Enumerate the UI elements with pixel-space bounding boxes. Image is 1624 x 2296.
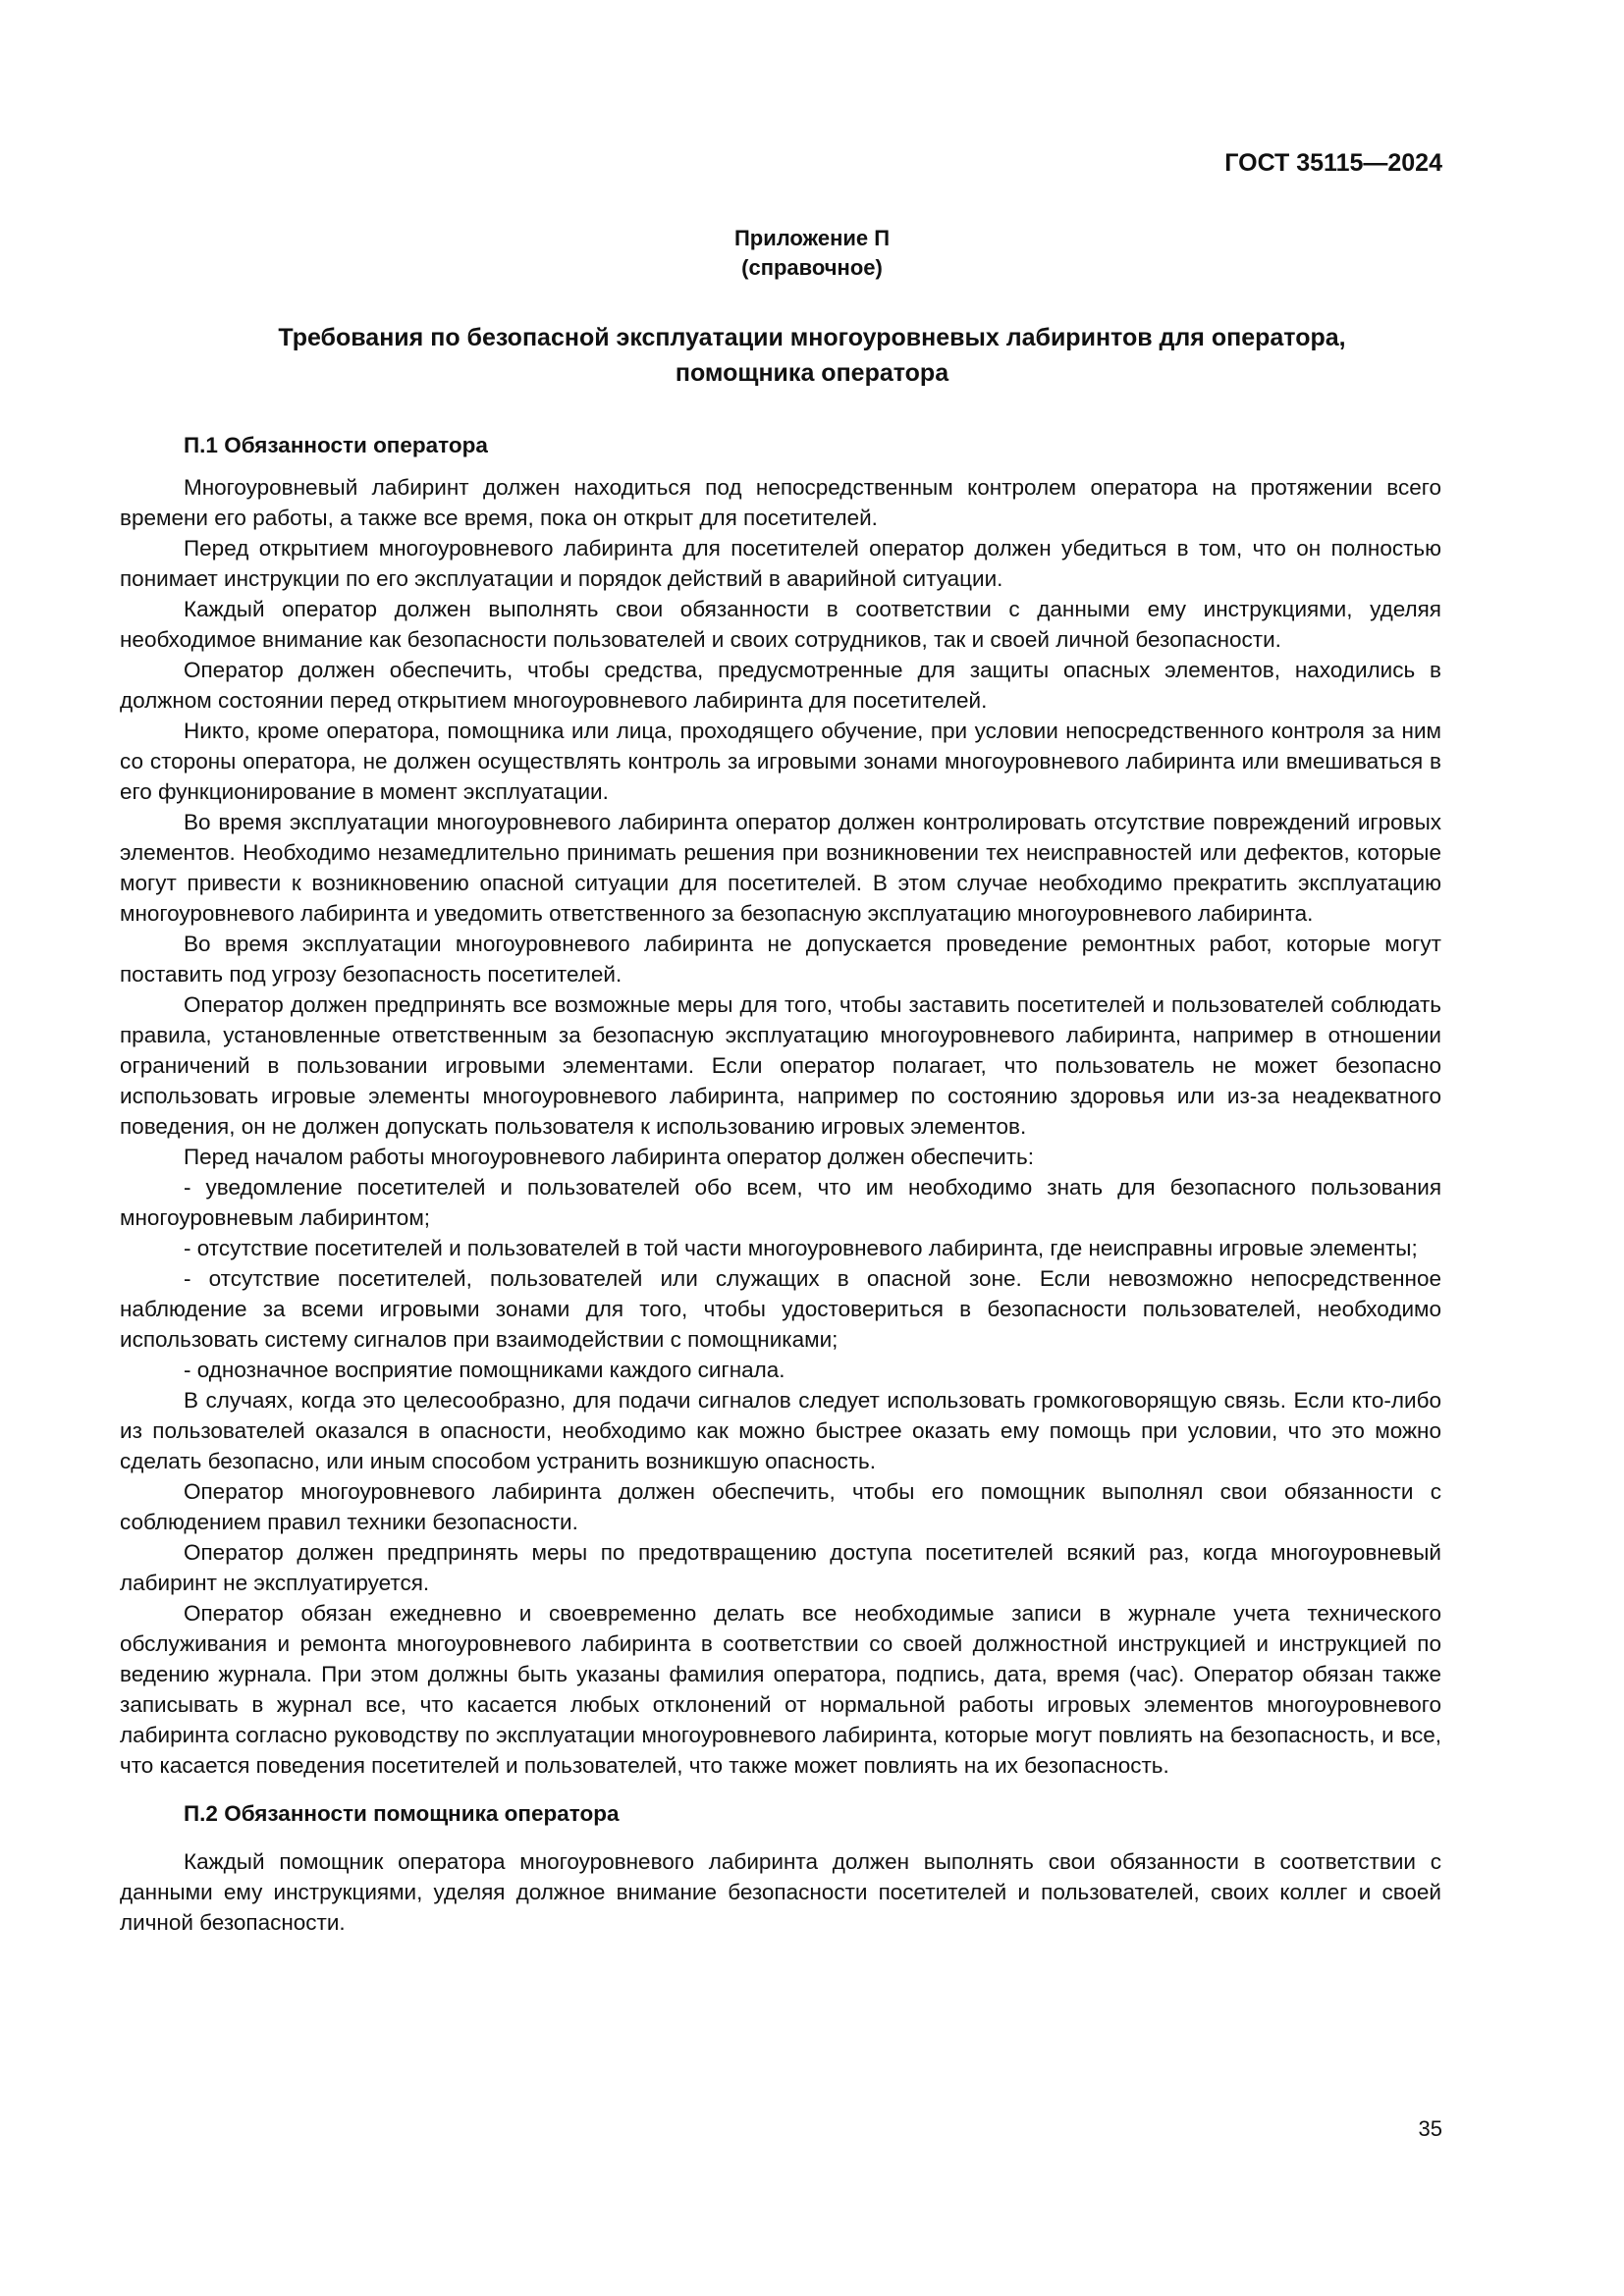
paragraph: Каждый оператор должен выполнять свои обязанности в соответствии с данными ему инструкциями, уделяя необходимое внимание как безопасности пользователей и своих сотрудников, так и своей личной безопасности. [120,597,1441,652]
annex-title-line-1: Требования по безопасной эксплуатации многоуровневых лабиринтов для оператора, [278,324,1346,351]
list-item: - отсутствие посетителей и пользователей в той части многоуровневого лабиринта, где неисправны игровые элементы; [184,1236,1418,1260]
paragraph: Никто, кроме оператора, помощника или лица, проходящего обучение, при условии непосредственного контроля за ним со стороны оператора, не должен осуществлять контроль за игровыми зонами многоуровневого лабиринта или вмешиваться в его функционирование в момент эксплуатации. [120,719,1441,804]
list-item: - отсутствие посетителей, пользователей или служащих в опасной зоне. Если невозможно непосредственное наблюдение за всеми игровыми зонами для того, чтобы удостовериться в безопасности пользователей, необходимо использовать систему сигналов при взаимодействии с помощниками; [120,1266,1441,1352]
list-item: - однозначное восприятие помощниками каждого сигнала. [184,1358,785,1382]
section-heading-p2: П.2 Обязанности помощника оператора [184,1801,620,1826]
paragraph: В случаях, когда это целесообразно, для подачи сигналов следует использовать громкоговорящую связь. Если кто-либо из пользователей оказался в опасности, необходимо как можно быстрее оказать ему помощь при условии, что это можно сделать безопасно, или иным способом устранить возникшую опасность. [120,1388,1441,1473]
annex-type: (справочное) [741,255,883,280]
paragraph: Перед началом работы многоуровневого лабиринта оператор должен обеспечить: [184,1145,1034,1169]
paragraph: Перед открытием многоуровневого лабиринта для посетителей оператор должен убедиться в том, что он полностью понимает инструкции по его эксплуатации и порядок действий в аварийной ситуации. [120,536,1441,591]
paragraph: Оператор должен предпринять меры по предотвращению доступа посетителей всякий раз, когда многоуровневый лабиринт не эксплуатируется. [120,1540,1441,1595]
paragraph: Оператор обязан ежедневно и своевременно делать все необходимые записи в журнале учета технического обслуживания и ремонта многоуровневого лабиринта в соответствии со своей должностной инструкцией и инструкцией по ведению журнала. При этом должны быть указаны фамилия оператора, подпись, дата, время (час). Оператор обязан также записывать в журнал все, что касается любых отклонений от нормальной работы игровых элементов многоуровневого лабиринта согласно руководству по эксплуатации многоуровневого лабиринта, которые могут повлиять на безопасность, и все, что касается поведения посетителей и пользователей, что также может повлиять на их безопасность. [120,1601,1441,1778]
annex-heading [0,224,1624,283]
annex-label: Приложение П [733,226,891,250]
list-item: - уведомление посетителей и пользователей обо всем, что им необходимо знать для безопасного пользования многоуровневым лабиринтом; [120,1175,1441,1230]
document-code: ГОСТ 35115—2024 [1224,149,1442,177]
section-heading-p1: П.1 Обязанности оператора [184,433,488,457]
page-number: 35 [1418,2116,1442,2141]
paragraph: Оператор должен предпринять все возможные меры для того, чтобы заставить посетителей и пользователей соблюдать правила, установленные ответственным за безопасную эксплуатацию многоуровневого лабиринта, например в отношении ограничений в пользовании игровыми элементами. Если оператор полагает, что пользователь не может безопасно использовать игровые элементы многоуровневого лабиринта, например по состоянию здоровья или из-за неадекватного поведения, он не должен допускать пользователя к использованию игровых элементов. [120,992,1441,1139]
paragraph: Каждый помощник оператора многоуровневого лабиринта должен выполнять свои обязанности в соответствии с данными ему инструкциями, уделяя должное внимание безопасности посетителей и пользователей, своих коллег и своей личной безопасности. [120,1849,1441,1935]
annex-title-line-2: помощника оператора [675,359,949,387]
document-body [120,430,1441,1938]
paragraph: Оператор должен обеспечить, чтобы средства, предусмотренные для защиты опасных элементов, находились в должном состоянии перед открытием многоуровневого лабиринта для посетителей. [120,658,1441,713]
paragraph: Во время эксплуатации многоуровневого лабиринта не допускается проведение ремонтных работ, которые могут поставить под угрозу безопасность посетителей. [120,932,1441,987]
paragraph: Во время эксплуатации многоуровневого лабиринта оператор должен контролировать отсутствие повреждений игровых элементов. Необходимо незамедлительно принимать решения при возникновении тех неисправностей или дефектов, которые могут привести к возникновению опасной ситуации для посетителей. В этом случае необходимо прекратить эксплуатацию многоуровневого лабиринта и уведомить ответственного за безопасную эксплуатацию многоуровневого лабиринта. [120,810,1441,926]
paragraph: Многоуровневый лабиринт должен находиться под непосредственным контролем оператора на протяжении всего времени его работы, а также все время, пока он открыт для посетителей. [120,475,1441,530]
annex-title [0,320,1624,391]
paragraph: Оператор многоуровневого лабиринта должен обеспечить, чтобы его помощник выполнял свои обязанности с соблюдением правил техники безопасности. [120,1479,1441,1534]
